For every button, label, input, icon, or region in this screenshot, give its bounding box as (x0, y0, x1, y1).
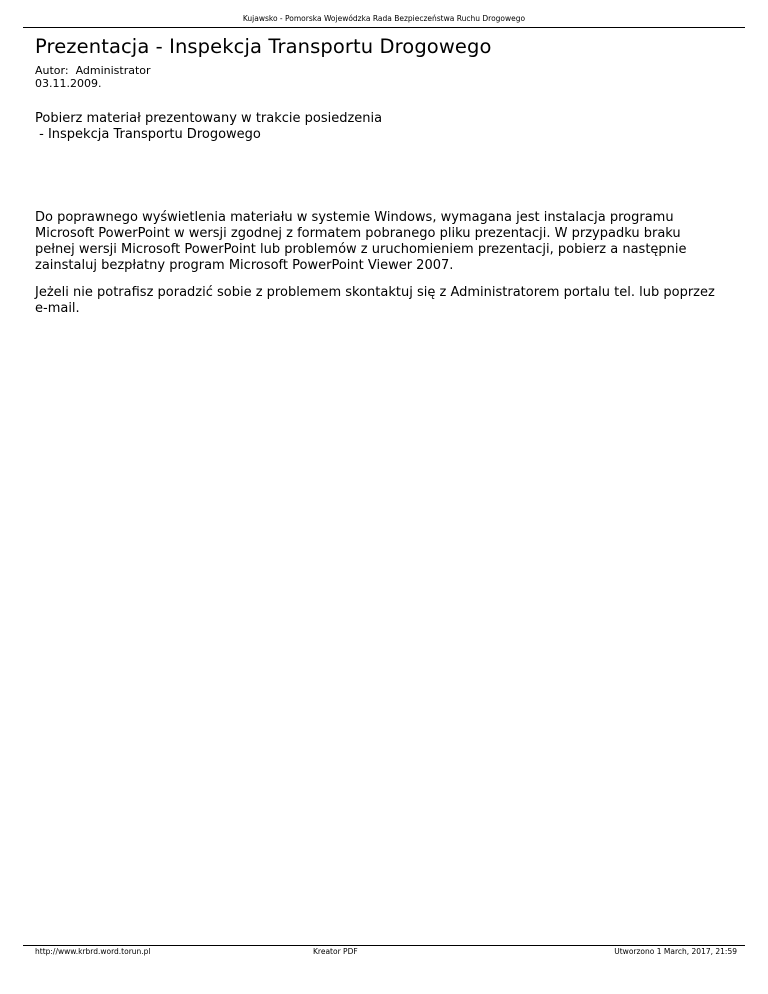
contact-paragraph (35, 285, 735, 317)
paragraph-line: e-mail. (35, 301, 80, 316)
footer-generator: Kreator PDF (313, 947, 358, 956)
download-link[interactable]: Pobierz materiał prezentowany w trakcie posiedzenia (35, 111, 383, 126)
paragraph-line: Microsoft PowerPoint w wersji zgodnej z formatem pobranego pliku prezentacji. W przypadku braku (35, 226, 681, 241)
download-section (35, 111, 382, 143)
paragraph-line: pełnej wersji Microsoft PowerPoint lub problemów z uruchomieniem prezentacji, pobierz a następnie (35, 242, 687, 257)
download-link-subtitle[interactable]: - Inspekcja Transportu Drogowego (35, 127, 261, 142)
paragraph-line: Jeżeli nie potrafisz poradzić sobie z problemem skontaktuj się z Administratorem portalu tel. lub poprzez (35, 285, 715, 300)
header-divider (23, 27, 745, 28)
article-title: Prezentacja - Inspekcja Transportu Drogowego (35, 35, 492, 58)
paragraph-line: Do poprawnego wyświetlenia materiału w systemie Windows, wymagana jest instalacja programu (35, 210, 674, 225)
article-meta (35, 65, 151, 90)
footer-created-date: Utworzono 1 March, 2017, 21:59 (614, 947, 737, 956)
paragraph-line: zainstaluj bezpłatny program Microsoft PowerPoint Viewer 2007. (35, 258, 454, 273)
instructions-paragraph (35, 210, 735, 274)
page-header-site-name: Kujawsko - Pomorska Wojewódzka Rada Bezpieczeństwa Ruchu Drogowego (242, 14, 526, 23)
footer-divider (23, 945, 745, 946)
article-date: 03.11.2009. (35, 76, 102, 90)
footer-url[interactable]: http://www.krbrd.word.torun.pl (35, 947, 151, 956)
author-line: Autor: Administrator (35, 64, 151, 77)
